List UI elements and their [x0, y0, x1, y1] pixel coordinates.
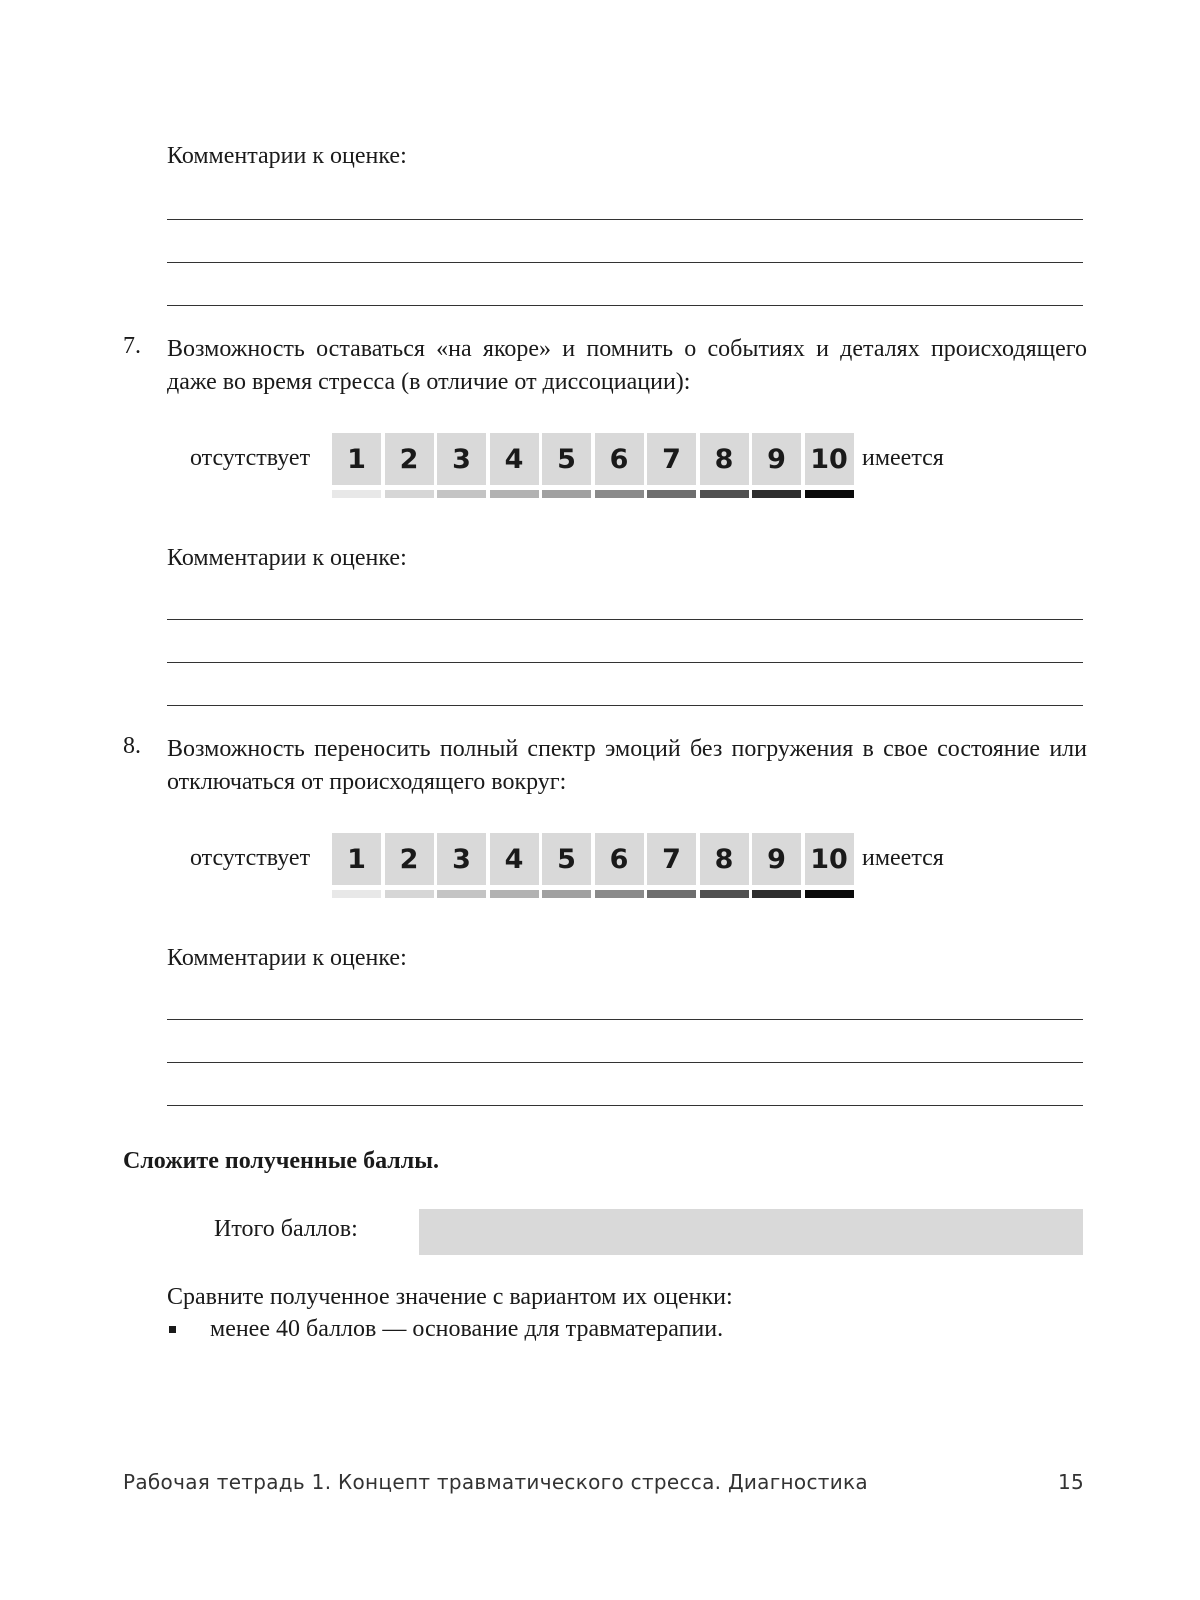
comment-line[interactable] [167, 262, 1083, 263]
footer-title: Рабочая тетрадь 1. Концепт травматического стресса. Диагностика [123, 1470, 868, 1494]
scale-value-5[interactable]: 5 [542, 433, 591, 485]
question-text: Возможность оставаться «на якоре» и помнить о событиях и деталях происходящего даже во время стресса (в отличие от диссоциации): [167, 336, 1087, 395]
scale-value-8[interactable]: 8 [700, 433, 749, 485]
scale-value-6[interactable]: 6 [595, 833, 644, 885]
scale-value-8[interactable]: 8 [700, 833, 749, 885]
scale-intensity-bar-3 [437, 490, 486, 498]
comment-line[interactable] [167, 1105, 1083, 1106]
scale-value-10[interactable]: 10 [805, 833, 854, 885]
scale-value-5[interactable]: 5 [542, 833, 591, 885]
scale-value-2[interactable]: 2 [385, 433, 434, 485]
scale-value-7[interactable]: 7 [647, 833, 696, 885]
scale-value-3[interactable]: 3 [437, 833, 486, 885]
scale-intensity-bar-6 [595, 890, 644, 898]
scale-right-label: имеется [862, 845, 944, 871]
scale-intensity-bar-9 [752, 890, 801, 898]
scale-value-4[interactable]: 4 [490, 833, 539, 885]
scale-left-label: отсутствует [190, 845, 311, 871]
scale-intensity-bar-6 [595, 490, 644, 498]
compare-text: Сравните полученное значение с вариантом их оценки: [167, 1284, 733, 1310]
comment-label: Комментарии к оценке: [167, 545, 407, 571]
scale-value-3[interactable]: 3 [437, 433, 486, 485]
scale-intensity-bar-9 [752, 490, 801, 498]
scale-value-6[interactable]: 6 [595, 433, 644, 485]
scale-intensity-bar-8 [700, 490, 749, 498]
scale-intensity-bar-2 [385, 890, 434, 898]
scale-value-7[interactable]: 7 [647, 433, 696, 485]
comment-label: Комментарии к оценке: [167, 143, 407, 169]
bullet-icon [169, 1326, 176, 1333]
scale-value-1[interactable]: 1 [332, 833, 381, 885]
scale-intensity-bar-2 [385, 490, 434, 498]
question-number: 8. [123, 733, 141, 759]
scale-intensity-bar-1 [332, 890, 381, 898]
comment-line[interactable] [167, 305, 1083, 306]
comment-line[interactable] [167, 219, 1083, 220]
scale-intensity-bar-7 [647, 890, 696, 898]
question-text: Возможность переносить полный спектр эмоций без погружения в свое состояние или отключаться от происходящего вокруг: [167, 736, 1087, 795]
scale-intensity-bar-10 [805, 490, 854, 498]
scale-value-9[interactable]: 9 [752, 833, 801, 885]
comment-line[interactable] [167, 1019, 1083, 1020]
scale-value-2[interactable]: 2 [385, 833, 434, 885]
scale-left-label: отсутствует [190, 445, 311, 471]
total-label: Итого баллов: [214, 1216, 358, 1242]
scale-right-label: имеется [862, 445, 944, 471]
question-number: 7. [123, 333, 141, 359]
bullet-text: менее 40 баллов — основание для травматерапии. [210, 1316, 724, 1342]
scale-value-1[interactable]: 1 [332, 433, 381, 485]
page-number: 15 [1058, 1470, 1085, 1494]
scale-intensity-bar-3 [437, 890, 486, 898]
comment-line[interactable] [167, 1062, 1083, 1063]
comment-line[interactable] [167, 662, 1083, 663]
scale-intensity-bar-4 [490, 890, 539, 898]
scale-intensity-bar-10 [805, 890, 854, 898]
comment-label: Комментарии к оценке: [167, 945, 407, 971]
scale-value-9[interactable]: 9 [752, 433, 801, 485]
comment-line[interactable] [167, 705, 1083, 706]
scale-intensity-bar-1 [332, 490, 381, 498]
scale-intensity-bar-7 [647, 490, 696, 498]
sum-heading: Сложите полученные баллы. [123, 1148, 439, 1174]
scale-intensity-bar-8 [700, 890, 749, 898]
scale-value-4[interactable]: 4 [490, 433, 539, 485]
comment-line[interactable] [167, 619, 1083, 620]
total-input-box[interactable] [419, 1209, 1083, 1255]
scale-intensity-bar-5 [542, 890, 591, 898]
scale-value-10[interactable]: 10 [805, 433, 854, 485]
scale-intensity-bar-4 [490, 490, 539, 498]
scale-intensity-bar-5 [542, 490, 591, 498]
